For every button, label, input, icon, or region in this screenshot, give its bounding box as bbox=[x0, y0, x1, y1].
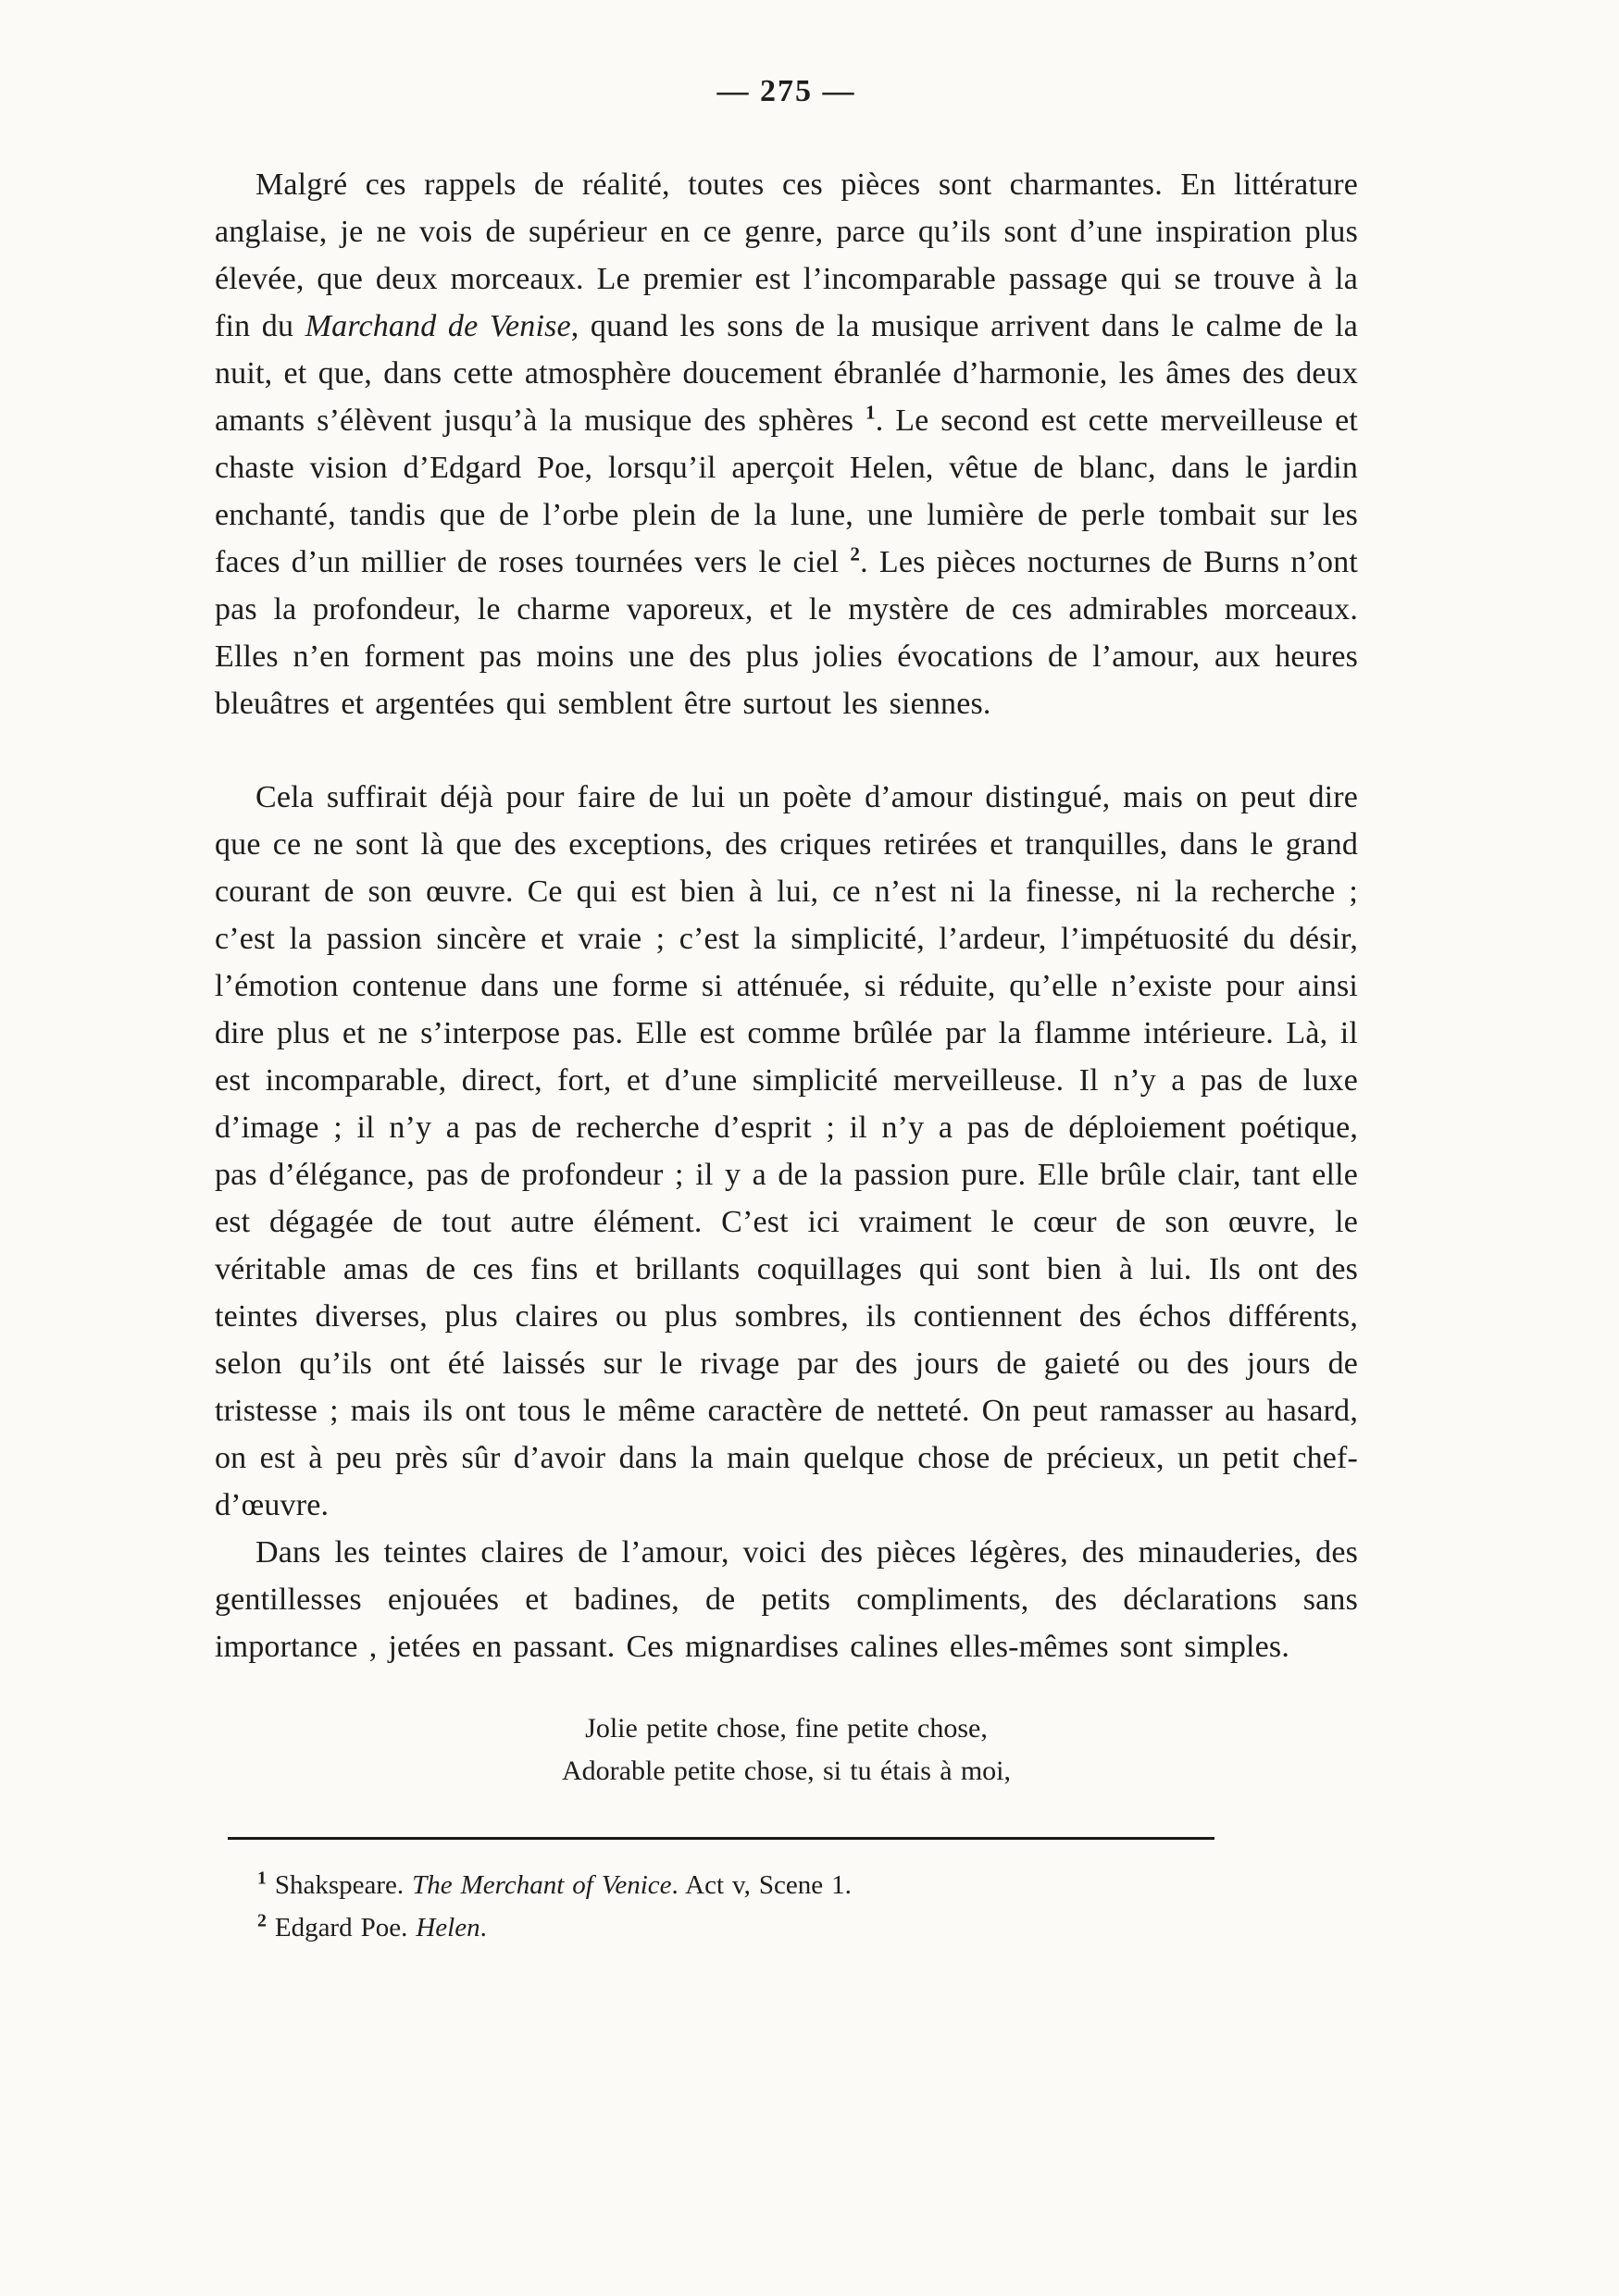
text-segment: Malgré ces rappels de réalité, toutes ces pièces sont charmantes. En littérature anglaise, je ne vois de supérieur en ce genre, parce qu’ils sont d’une inspiration plus élevée, que deux morceaux. Le premier est l’incomparable passage qui se trouve à la fin du bbox=[215, 168, 1358, 343]
text-segment: . Les pièces nocturnes de Burns n’ont pas la profondeur, le charme vaporeux, et le mystère de ces admirables morceaux. Elles n’en forment pas moins une des plus jolies évocations de l’amour, aux heures bleuâtres et argentées qui semblent être surtout les siennes. bbox=[215, 545, 1358, 721]
italic-work-title-marchand-de-venise: Marchand de Venise bbox=[305, 309, 571, 343]
footnotes-section bbox=[215, 1864, 1358, 1949]
text-segment: . Le second est cette merveilleuse et chaste vision d’Edgard Poe, lorsqu’il aperçoit Helen, vêtue de blanc, dans le jardin enchanté, tandis que de l’orbe plein de la lune, une lumière de perle tombait sur les faces d’un millier de roses tournées vers le ciel bbox=[215, 403, 1358, 579]
footnote-separator-rule bbox=[228, 1837, 1214, 1840]
text-segment: Cela suffirait déjà pour faire de lui un poète d’amour distingué, mais on peut dire que ce ne sont là que des exceptions, des criques retirées et tranquilles, dans le grand courant de son œuvre. Ce qui est bien à lui, ce n’est ni la finesse, ni la recherche ; c’est la passion sincère et vraie ; c’est la simplicité, l’ardeur, l’impétuosité du désir, l’émotion contenue dans une forme si atténuée, si réduite, qu’elle n’existe pour ainsi dire plus et ne s’interpose pas. Elle est comme brûlée par la flamme intérieure. Là, il est incomparable, direct, fort, et d’une simplicité merveilleuse. Il n’y a pas de luxe d’image ; il n’y a pas de recherche d’esprit ; il n’y a pas de déploiement poétique, pas d’élégance, pas de profondeur ; il y a de la passion pure. Elle brûle clair, tant elle est dégagée de tout autre élément. C’est ici vraiment le cœur de son œuvre, le véritable amas de ces fins et brillants coquillages qui sont bien à lui. Ils ont des teintes diverses, plus claires ou plus sombres, ils contiennent des échos différents, selon qu’ils ont été laissés sur le rivage par des jours de gaieté ou des jours de tristesse ; mais ils ont tous le même caractère de netteté. On peut ramasser au hasard, on est à peu près sûr d’avoir dans la main quelque chose de précieux, un petit chef-d’œuvre. bbox=[215, 780, 1358, 1522]
footnote-1-text: Shakspeare. bbox=[266, 1870, 413, 1900]
verse-line-2: Adorable petite chose, si tu étais à moi, bbox=[562, 1756, 1011, 1786]
footnote-reference-1: 1 bbox=[866, 401, 876, 424]
italic-work-title-merchant-of-venice: The Merchant of Venice bbox=[412, 1870, 672, 1900]
verse-line-1: Jolie petite chose, fine petite chose, bbox=[585, 1713, 988, 1744]
paragraph-1 bbox=[215, 161, 1358, 727]
body-text bbox=[215, 161, 1358, 1670]
footnote-1-text: . Act v, Scene 1. bbox=[671, 1870, 852, 1900]
footnote-reference-2: 2 bbox=[850, 542, 861, 565]
paragraph-3 bbox=[215, 1529, 1358, 1670]
footnote-2-text: . bbox=[479, 1913, 487, 1942]
text-segment: , quand les sons de la musique arrivent dans le calme de la nuit, et que, dans cette atmosphère doucement ébranlée d’harmonie, les âmes des deux amants s’élèvent jusqu’à la musique des sphères bbox=[215, 309, 1358, 438]
footnote-2-marker: 2 bbox=[257, 1910, 267, 1931]
paragraph-2 bbox=[215, 774, 1358, 1529]
footnote-2-text: Edgard Poe. bbox=[266, 1913, 417, 1942]
italic-work-title-helen: Helen bbox=[416, 1913, 480, 1942]
footnote-1-marker: 1 bbox=[257, 1868, 267, 1889]
verse-quotation bbox=[215, 1707, 1358, 1793]
footnote-1 bbox=[215, 1864, 1358, 1906]
page-number: — 275 — bbox=[716, 74, 856, 108]
text-segment: Dans les teintes claires de l’amour, voici des pièces légères, des minauderies, des gentillesses enjouées et badines, de petits compliments, des déclarations sans importance , jetées en passant. Ces mignardises calines elles-mêmes sont simples. bbox=[215, 1535, 1358, 1664]
footnote-2 bbox=[215, 1906, 1358, 1949]
